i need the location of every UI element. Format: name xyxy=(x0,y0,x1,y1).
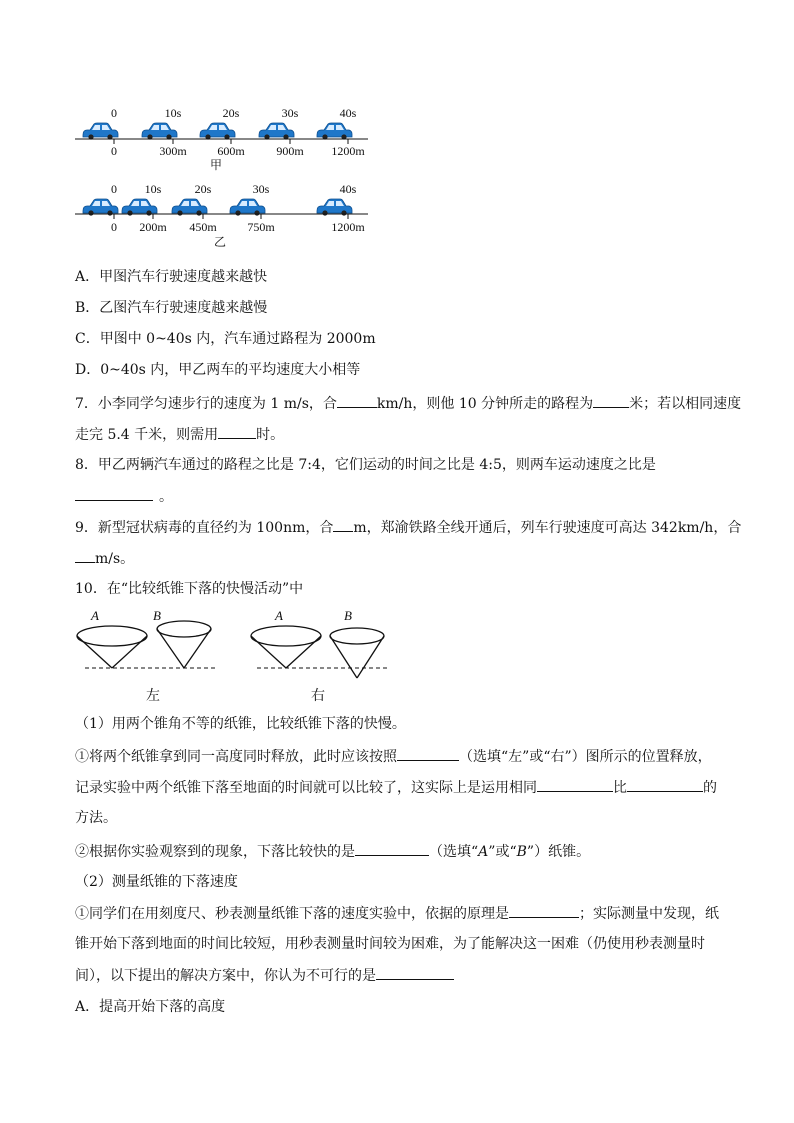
question-9-line2: m/s。 xyxy=(75,548,134,569)
figure-label-left: 左 xyxy=(146,689,160,704)
q6-option-b: B．乙图汽车行驶速度越来越慢 xyxy=(75,300,268,316)
time-label: 10s xyxy=(144,182,162,196)
figure-jia xyxy=(75,106,368,172)
cone-label-a: A xyxy=(91,608,99,623)
answer-blank[interactable] xyxy=(355,841,429,856)
figure-yi xyxy=(75,182,368,249)
car-icon xyxy=(317,199,352,216)
question-7: 7．小李同学匀速步行的速度为 1 m/s，合 km/h，则他 10 分钟所走的路程为 米；若以相同速度 xyxy=(75,393,741,414)
question-7-line2: 走完 5.4 千米，则需用 时。 xyxy=(75,424,284,445)
car-icon xyxy=(142,123,177,140)
cone-a-right xyxy=(251,626,321,668)
answer-blank[interactable] xyxy=(75,486,153,501)
q10-option-a: A．提高开始下落的高度 xyxy=(75,999,226,1015)
q10-part-1a-line3: 方法。 xyxy=(75,810,117,826)
car-icon xyxy=(317,123,352,140)
time-label: 40s xyxy=(339,106,357,120)
car-icon xyxy=(200,123,235,140)
q10-part-2: （2）测量纸锥的下落速度 xyxy=(75,874,238,890)
time-label: 30s xyxy=(281,106,299,120)
q6-option-a: A．甲图汽车行驶速度越来越快 xyxy=(75,269,268,285)
q10-part-2a: ①同学们在用刻度尺、秒表测量纸锥下落的速度实验中，依据的原理是 ；实际测量中发现，纸 xyxy=(75,903,719,924)
figure-label-right: 右 xyxy=(311,689,325,704)
answer-blank[interactable] xyxy=(376,965,454,980)
q10-part-1a-line2: 记录实验中两个纸锥下落至地面的时间就可以比较了，这实际上是运用相同 比 的 xyxy=(75,777,717,798)
cone-label-b: B xyxy=(344,608,352,623)
distance-label: 0 xyxy=(111,144,117,158)
answer-blank[interactable] xyxy=(75,548,95,563)
question-9: 9．新型冠状病毒的直径约为 100nm，合 m，郑渝铁路全线开通后，列车行驶速度可高达 342km/h，合 xyxy=(75,517,741,538)
distance-label: 600m xyxy=(217,144,245,158)
time-label: 10s xyxy=(164,106,182,120)
time-label: 0 xyxy=(111,182,117,196)
q6-option-d: D．0~40s 内，甲乙两车的平均速度大小相等 xyxy=(75,362,361,378)
paper-cone-figure xyxy=(75,602,395,708)
q6-option-c: C．甲图中 0~40s 内，汽车通过路程为 2000m xyxy=(75,331,376,347)
q10-part-2a-line2: 锥开始下落到地面的时间比较短，用秒表测量时间较为困难，为了能解决这一困难（仍使用秒表测量时 xyxy=(75,936,705,952)
distance-label: 450m xyxy=(189,220,217,234)
answer-blank[interactable] xyxy=(627,777,703,792)
answer-blank[interactable] xyxy=(397,746,459,761)
cone-b-left xyxy=(157,621,211,668)
distance-label: 1200m xyxy=(331,144,365,158)
car-icon xyxy=(83,199,118,216)
question-10-title: 10．在“比较纸锥下落的快慢活动”中 xyxy=(75,581,304,597)
q10-part-2a-line3: 间），以下提出的解决方案中，你认为不可行的是 xyxy=(75,965,454,986)
time-label: 30s xyxy=(252,182,270,196)
cone-label-a: A xyxy=(275,608,283,623)
car-icon xyxy=(172,199,207,216)
time-label: 20s xyxy=(222,106,240,120)
time-label: 20s xyxy=(194,182,212,196)
answer-blank[interactable] xyxy=(593,393,629,408)
car-icon xyxy=(83,123,118,140)
q10-part-1: （1）用两个锥角不等的纸锥，比较纸锥下落的快慢。 xyxy=(75,716,406,732)
distance-label: 900m xyxy=(276,144,304,158)
car-icon xyxy=(259,123,294,140)
cone-b-right xyxy=(330,628,384,678)
cone-a-left xyxy=(77,626,147,668)
distance-label: 750m xyxy=(247,220,275,234)
question-8: 8．甲乙两辆汽车通过的路程之比是 7:4，它们运动的时间之比是 4:5，则两车运动速度之比是 xyxy=(75,457,656,473)
car-icon xyxy=(122,199,157,216)
car-motion-figure xyxy=(70,95,380,255)
question-8-line2: 。 xyxy=(75,486,173,507)
car-icon xyxy=(230,199,265,216)
figure-label: 甲 xyxy=(209,158,223,172)
answer-blank[interactable] xyxy=(333,517,353,532)
answer-blank[interactable] xyxy=(218,424,256,439)
time-label: 40s xyxy=(339,182,357,196)
distance-label: 200m xyxy=(139,220,167,234)
distance-label: 0 xyxy=(111,220,117,234)
answer-blank[interactable] xyxy=(337,393,377,408)
answer-blank[interactable] xyxy=(509,903,579,918)
answer-blank[interactable] xyxy=(537,777,613,792)
q10-part-1b: ②根据你实验观察到的现象，下落比较快的是 （选填“A”或“B”）纸锥。 xyxy=(75,841,590,862)
q10-part-1a: ①将两个纸锥拿到同一高度同时释放，此时应该按照 （选填“左”或“右”）图所示的位置释放， xyxy=(75,746,712,767)
cone-label-b: B xyxy=(153,608,161,623)
distance-label: 300m xyxy=(159,144,187,158)
time-label: 0 xyxy=(111,106,117,120)
figure-label: 乙 xyxy=(213,235,227,249)
distance-label: 1200m xyxy=(331,220,365,234)
